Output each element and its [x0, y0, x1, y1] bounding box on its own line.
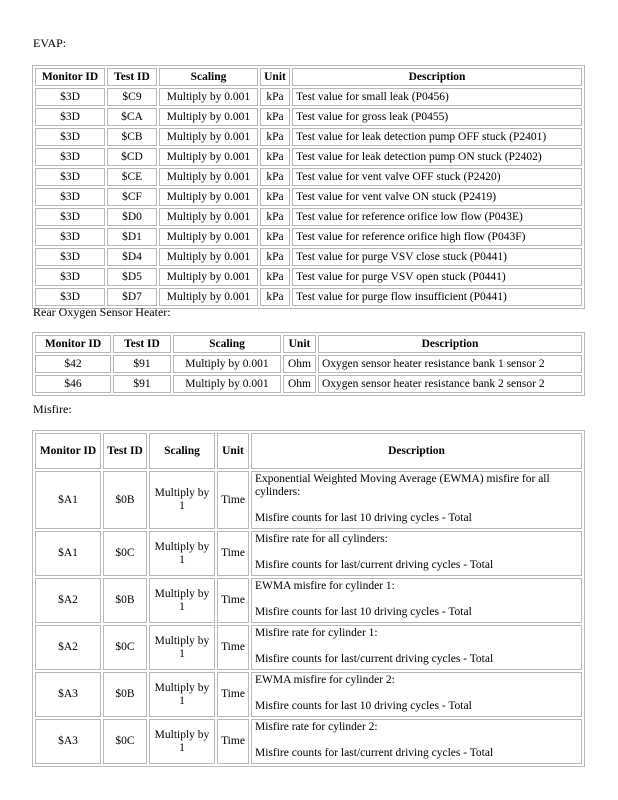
- table-row: [35, 228, 582, 246]
- monitor-id-cell: $3D: [35, 208, 105, 226]
- col-description: Description: [292, 68, 582, 86]
- unit-cell: Time: [217, 578, 249, 623]
- table-row: [35, 148, 582, 166]
- test-id-cell: $0B: [103, 471, 147, 529]
- col-unit: Unit: [217, 433, 249, 469]
- monitor-id-cell: $A3: [35, 672, 101, 717]
- description-cell: Test value for small leak (P0456): [292, 88, 582, 106]
- test-id-cell: $CA: [107, 108, 157, 126]
- description-line: Misfire counts for last/current driving cycles - Total: [255, 559, 494, 571]
- description-cell: Test value for purge flow insufficient (P0441): [292, 288, 582, 306]
- misfire-section-title: Misfire:: [33, 402, 72, 416]
- evap-section-title: EVAP:: [33, 36, 67, 50]
- test-id-cell: $0C: [103, 625, 147, 670]
- unit-cell: kPa: [260, 148, 290, 166]
- scaling-cell: Multiply by 1: [149, 625, 215, 670]
- unit-cell: Time: [217, 625, 249, 670]
- unit-cell: kPa: [260, 128, 290, 146]
- monitor-id-cell: $3D: [35, 148, 105, 166]
- scaling-cell: Multiply by 0.001: [173, 375, 281, 393]
- scaling-cell: Multiply by 1: [149, 531, 215, 576]
- scaling-cell: Multiply by 1: [149, 471, 215, 529]
- scaling-cell: Multiply by 0.001: [159, 208, 258, 226]
- monitor-id-cell: $3D: [35, 268, 105, 286]
- description-line: Misfire counts for last 10 driving cycles - Total: [255, 700, 472, 712]
- table-row: [35, 375, 582, 393]
- description-cell: Test value for vent valve OFF stuck (P2420): [292, 168, 582, 186]
- unit-cell: kPa: [260, 108, 290, 126]
- test-id-cell: $CD: [107, 148, 157, 166]
- monitor-id-cell: $3D: [35, 228, 105, 246]
- scaling-cell: Multiply by 0.001: [159, 288, 258, 306]
- description-cell: [251, 719, 582, 764]
- scaling-cell: Multiply by 1: [149, 672, 215, 717]
- unit-cell: kPa: [260, 208, 290, 226]
- test-id-cell: $D5: [107, 268, 157, 286]
- unit-cell: kPa: [260, 288, 290, 306]
- col-scaling: Scaling: [149, 433, 215, 469]
- table-row: [35, 248, 582, 266]
- unit-cell: kPa: [260, 168, 290, 186]
- test-id-cell: $D7: [107, 288, 157, 306]
- description-cell: Test value for purge VSV open stuck (P0441): [292, 268, 582, 286]
- table-row: [35, 128, 582, 146]
- col-unit: Unit: [260, 68, 290, 86]
- unit-cell: kPa: [260, 268, 290, 286]
- description-cell: Test value for purge VSV close stuck (P0441): [292, 248, 582, 266]
- monitor-id-cell: $3D: [35, 288, 105, 306]
- test-id-cell: $D0: [107, 208, 157, 226]
- col-scaling: Scaling: [159, 68, 258, 86]
- description-line: Misfire rate for cylinder 1:: [255, 627, 378, 639]
- test-id-cell: $D1: [107, 228, 157, 246]
- table-row: [35, 288, 582, 306]
- description-cell: Oxygen sensor heater resistance bank 1 sensor 2: [318, 355, 582, 373]
- evap-header-row: [35, 68, 582, 86]
- table-row: [35, 719, 582, 764]
- scaling-cell: Multiply by 0.001: [159, 248, 258, 266]
- description-cell: Test value for reference orifice low flow (P043E): [292, 208, 582, 226]
- description-cell: Test value for leak detection pump OFF stuck (P2401): [292, 128, 582, 146]
- scaling-cell: Multiply by 0.001: [159, 268, 258, 286]
- test-id-cell: $CB: [107, 128, 157, 146]
- table-row: [35, 672, 582, 717]
- unit-cell: kPa: [260, 228, 290, 246]
- monitor-id-cell: $A1: [35, 471, 101, 529]
- scaling-cell: Multiply by 0.001: [159, 128, 258, 146]
- table-row: [35, 168, 582, 186]
- test-id-cell: $0C: [103, 719, 147, 764]
- monitor-id-cell: $3D: [35, 168, 105, 186]
- unit-cell: Time: [217, 672, 249, 717]
- description-cell: [251, 471, 582, 529]
- table-row: [35, 188, 582, 206]
- monitor-id-cell: $3D: [35, 88, 105, 106]
- rear-o2-section-title: Rear Oxygen Sensor Heater:: [33, 305, 171, 319]
- table-row: [35, 268, 582, 286]
- test-id-cell: $0C: [103, 531, 147, 576]
- monitor-id-cell: $3D: [35, 248, 105, 266]
- scaling-cell: Multiply by 0.001: [173, 355, 281, 373]
- description-cell: [251, 672, 582, 717]
- description-line: Misfire rate for all cylinders:: [255, 533, 388, 545]
- test-id-cell: $CE: [107, 168, 157, 186]
- unit-cell: Ohm: [283, 355, 316, 373]
- unit-cell: kPa: [260, 188, 290, 206]
- misfire-header-row: [35, 433, 582, 469]
- description-cell: [251, 531, 582, 576]
- col-monitor-id: Monitor ID: [35, 68, 105, 86]
- test-id-cell: $D4: [107, 248, 157, 266]
- table-row: [35, 578, 582, 623]
- description-cell: Test value for vent valve ON stuck (P2419): [292, 188, 582, 206]
- monitor-id-cell: $A3: [35, 719, 101, 764]
- monitor-id-cell: $3D: [35, 128, 105, 146]
- monitor-id-cell: $42: [35, 355, 111, 373]
- description-line: Misfire rate for cylinder 2:: [255, 721, 378, 733]
- description-cell: [251, 625, 582, 670]
- description-cell: [251, 578, 582, 623]
- table-row: [35, 108, 582, 126]
- description-cell: Test value for gross leak (P0455): [292, 108, 582, 126]
- test-id-cell: $91: [113, 355, 171, 373]
- description-cell: Test value for reference orifice high flow (P043F): [292, 228, 582, 246]
- col-test-id: Test ID: [103, 433, 147, 469]
- test-id-cell: $0B: [103, 578, 147, 623]
- unit-cell: Time: [217, 719, 249, 764]
- scaling-cell: Multiply by 1: [149, 719, 215, 764]
- monitor-id-cell: $A2: [35, 578, 101, 623]
- monitor-id-cell: $A1: [35, 531, 101, 576]
- col-description: Description: [251, 433, 582, 469]
- table-row: [35, 531, 582, 576]
- scaling-cell: Multiply by 0.001: [159, 108, 258, 126]
- description-cell: Oxygen sensor heater resistance bank 2 sensor 2: [318, 375, 582, 393]
- col-description: Description: [318, 335, 582, 353]
- monitor-id-cell: $46: [35, 375, 111, 393]
- monitor-id-cell: $3D: [35, 108, 105, 126]
- description-line: Exponential Weighted Moving Average (EWMA) misfire for all cylinders:: [255, 473, 550, 498]
- scaling-cell: Multiply by 0.001: [159, 228, 258, 246]
- table-row: [35, 625, 582, 670]
- col-unit: Unit: [283, 335, 316, 353]
- test-id-cell: $0B: [103, 672, 147, 717]
- test-id-cell: $91: [113, 375, 171, 393]
- test-id-cell: $C9: [107, 88, 157, 106]
- description-line: EWMA misfire for cylinder 2:: [255, 674, 395, 686]
- monitor-id-cell: $A2: [35, 625, 101, 670]
- misfire-table: [32, 430, 585, 767]
- description-line: Misfire counts for last/current driving cycles - Total: [255, 653, 494, 665]
- unit-cell: Time: [217, 531, 249, 576]
- unit-cell: Time: [217, 471, 249, 529]
- table-row: [35, 355, 582, 373]
- rear-o2-header-row: [35, 335, 582, 353]
- unit-cell: kPa: [260, 88, 290, 106]
- scaling-cell: Multiply by 0.001: [159, 168, 258, 186]
- evap-table: [32, 65, 585, 309]
- scaling-cell: Multiply by 0.001: [159, 88, 258, 106]
- col-monitor-id: Monitor ID: [35, 335, 111, 353]
- rear-o2-table: [32, 332, 585, 396]
- table-row: [35, 88, 582, 106]
- description-line: Misfire counts for last 10 driving cycles - Total: [255, 512, 472, 524]
- scaling-cell: Multiply by 0.001: [159, 148, 258, 166]
- description-line: EWMA misfire for cylinder 1:: [255, 580, 395, 592]
- test-id-cell: $CF: [107, 188, 157, 206]
- col-scaling: Scaling: [173, 335, 281, 353]
- description-line: Misfire counts for last/current driving cycles - Total: [255, 747, 494, 759]
- col-test-id: Test ID: [107, 68, 157, 86]
- unit-cell: kPa: [260, 248, 290, 266]
- col-test-id: Test ID: [113, 335, 171, 353]
- description-cell: Test value for leak detection pump ON stuck (P2402): [292, 148, 582, 166]
- monitor-id-cell: $3D: [35, 188, 105, 206]
- table-row: [35, 471, 582, 529]
- table-row: [35, 208, 582, 226]
- unit-cell: Ohm: [283, 375, 316, 393]
- col-monitor-id: Monitor ID: [35, 433, 101, 469]
- scaling-cell: Multiply by 0.001: [159, 188, 258, 206]
- scaling-cell: Multiply by 1: [149, 578, 215, 623]
- description-line: Misfire counts for last 10 driving cycles - Total: [255, 606, 472, 618]
